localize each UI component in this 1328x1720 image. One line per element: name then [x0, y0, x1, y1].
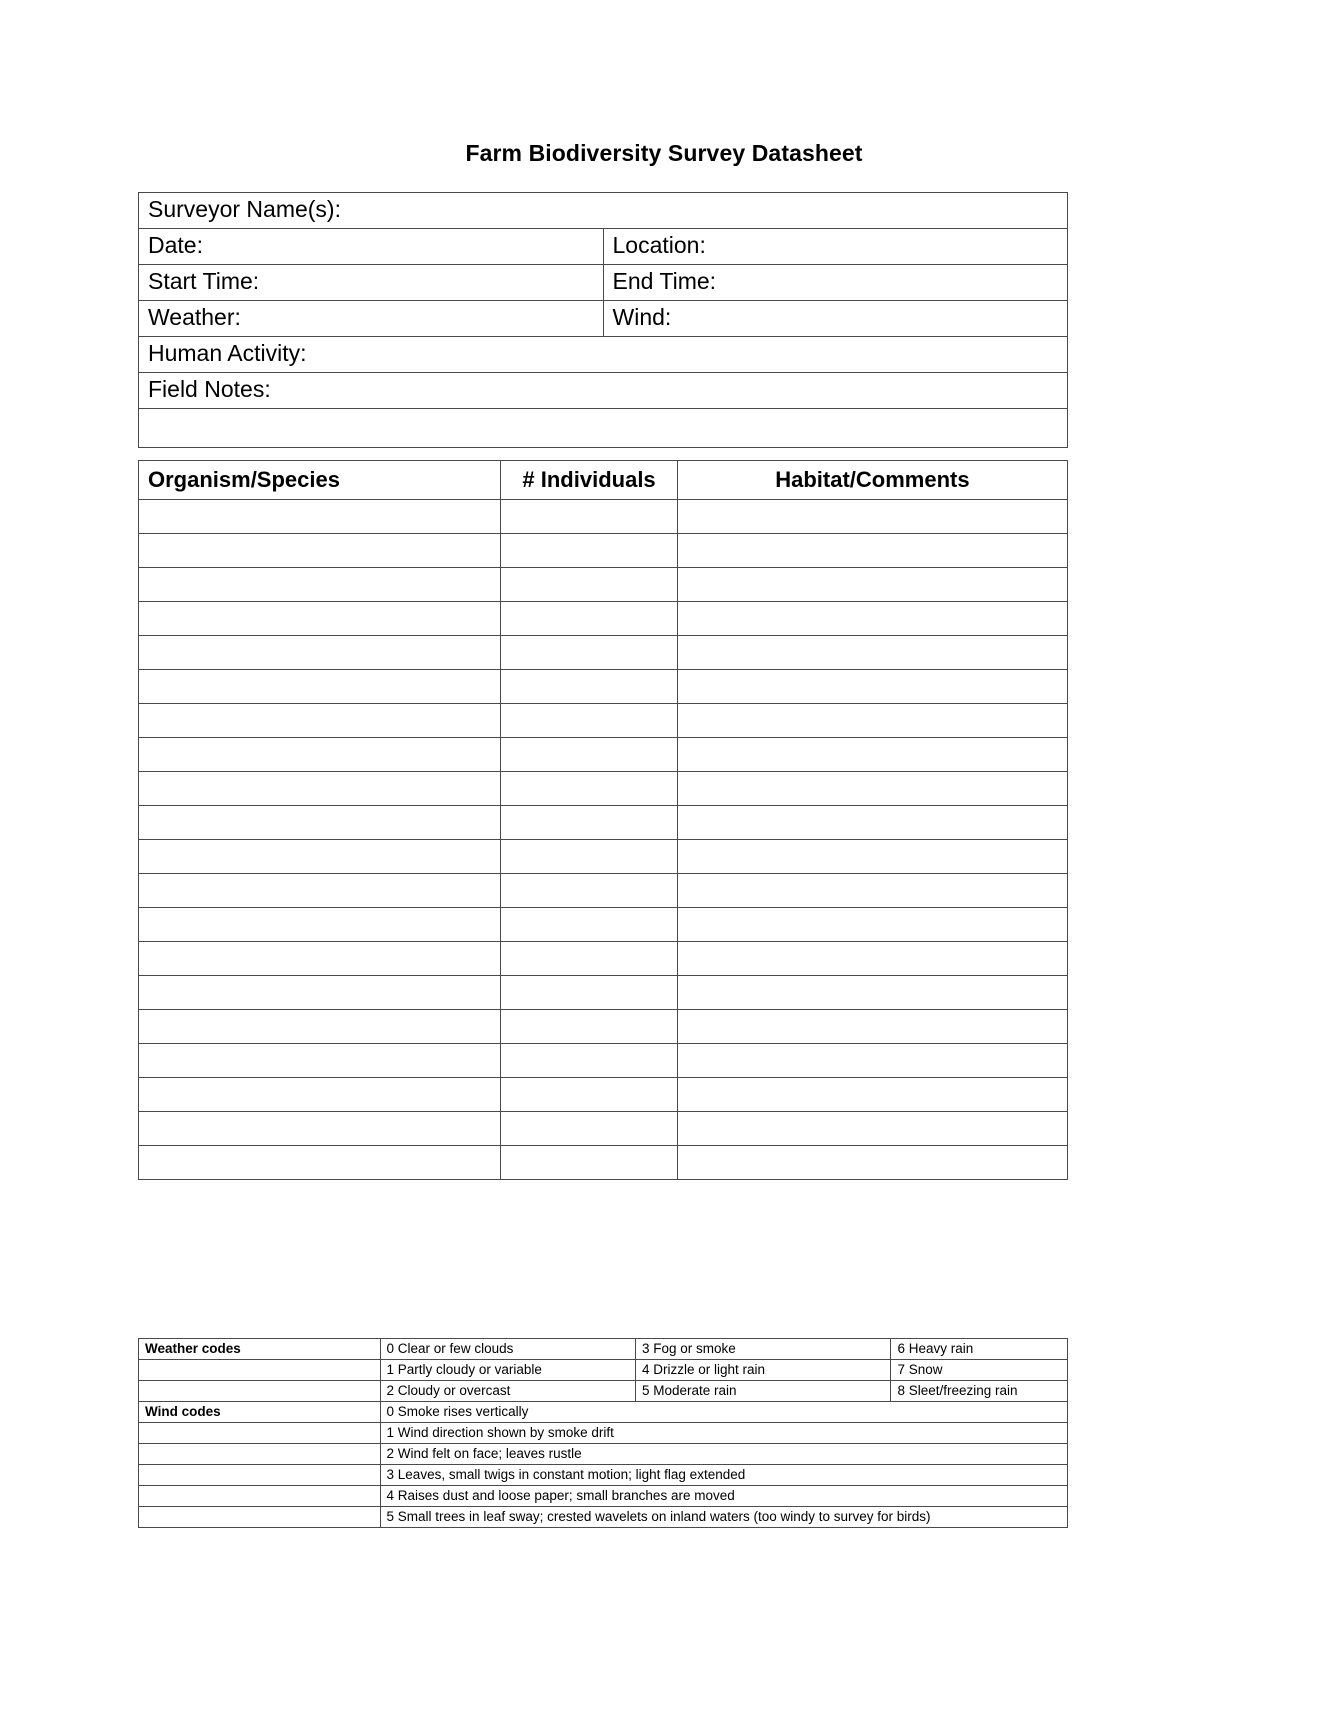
table-row — [139, 772, 1068, 806]
cell-organism[interactable] — [139, 874, 501, 908]
cell-individuals[interactable] — [501, 840, 678, 874]
table-row — [139, 738, 1068, 772]
metadata-row-weather-wind — [139, 301, 1068, 337]
field-end-time[interactable]: End Time: — [603, 265, 1068, 301]
codes-table-body — [139, 1339, 1068, 1528]
wind-code-row — [139, 1507, 1068, 1528]
cell-individuals[interactable] — [501, 1146, 678, 1180]
cell-organism[interactable] — [139, 636, 501, 670]
field-start-time[interactable]: Start Time: — [139, 265, 604, 301]
table-row — [139, 806, 1068, 840]
field-notes[interactable]: Field Notes: — [139, 373, 1068, 409]
cell-organism[interactable] — [139, 806, 501, 840]
weather-code-1: 5 Moderate rain — [636, 1381, 891, 1402]
cell-individuals[interactable] — [501, 636, 678, 670]
cell-individuals[interactable] — [501, 942, 678, 976]
table-row — [139, 636, 1068, 670]
wind-code-row — [139, 1423, 1068, 1444]
wind-code-description: 5 Small trees in leaf sway; crested wavelets on inland waters (too windy to survey for birds) — [380, 1507, 1067, 1528]
cell-organism[interactable] — [139, 738, 501, 772]
cell-individuals[interactable] — [501, 1044, 678, 1078]
cell-individuals[interactable] — [501, 670, 678, 704]
table-row — [139, 1010, 1068, 1044]
table-row — [139, 976, 1068, 1010]
wind-codes-label: Wind codes — [139, 1402, 381, 1423]
cell-habitat[interactable] — [677, 568, 1067, 602]
cell-organism[interactable] — [139, 772, 501, 806]
cell-individuals[interactable] — [501, 602, 678, 636]
metadata-row-surveyor — [139, 193, 1068, 229]
cell-habitat[interactable] — [677, 1010, 1067, 1044]
cell-habitat[interactable] — [677, 1146, 1067, 1180]
cell-individuals[interactable] — [501, 1112, 678, 1146]
page-title: Farm Biodiversity Survey Datasheet — [465, 140, 863, 166]
table-row — [139, 874, 1068, 908]
data-table-header-row — [139, 461, 1068, 500]
cell-organism[interactable] — [139, 942, 501, 976]
table-row — [139, 670, 1068, 704]
wind-code-description: 0 Smoke rises vertically — [380, 1402, 1067, 1423]
weather-code-row — [139, 1381, 1068, 1402]
cell-habitat[interactable] — [677, 908, 1067, 942]
weather-code-row — [139, 1339, 1068, 1360]
cell-habitat[interactable] — [677, 500, 1067, 534]
cell-habitat[interactable] — [677, 942, 1067, 976]
weather-code-2: 7 Snow — [891, 1360, 1068, 1381]
species-observation-table — [138, 460, 1068, 1180]
cell-individuals[interactable] — [501, 806, 678, 840]
cell-individuals[interactable] — [501, 534, 678, 568]
weather-code-1: 3 Fog or smoke — [636, 1339, 891, 1360]
column-header-organism: Organism/Species — [139, 461, 501, 500]
wind-code-row — [139, 1486, 1068, 1507]
cell-individuals[interactable] — [501, 1010, 678, 1044]
cell-individuals[interactable] — [501, 874, 678, 908]
column-header-individuals: # Individuals — [501, 461, 678, 500]
cell-organism[interactable] — [139, 840, 501, 874]
wind-code-description: 2 Wind felt on face; leaves rustle — [380, 1444, 1067, 1465]
weather-code-2: 6 Heavy rain — [891, 1339, 1068, 1360]
table-row — [139, 908, 1068, 942]
cell-habitat[interactable] — [677, 976, 1067, 1010]
cell-habitat[interactable] — [677, 1044, 1067, 1078]
cell-organism[interactable] — [139, 670, 501, 704]
field-notes-writing-area[interactable] — [139, 409, 1068, 448]
wind-codes-label-spacer — [139, 1423, 381, 1444]
weather-code-0: 0 Clear or few clouds — [380, 1339, 635, 1360]
table-row — [139, 1044, 1068, 1078]
cell-habitat[interactable] — [677, 874, 1067, 908]
table-row — [139, 942, 1068, 976]
cell-organism[interactable] — [139, 602, 501, 636]
cell-organism[interactable] — [139, 908, 501, 942]
cell-individuals[interactable] — [501, 568, 678, 602]
cell-habitat[interactable] — [677, 534, 1067, 568]
cell-individuals[interactable] — [501, 500, 678, 534]
cell-individuals[interactable] — [501, 738, 678, 772]
cell-organism[interactable] — [139, 1010, 501, 1044]
metadata-row-field-notes — [139, 373, 1068, 409]
cell-habitat[interactable] — [677, 1078, 1067, 1112]
weather-codes-label-spacer — [139, 1360, 381, 1381]
cell-organism[interactable] — [139, 568, 501, 602]
cell-individuals[interactable] — [501, 1078, 678, 1112]
cell-organism[interactable] — [139, 500, 501, 534]
wind-code-row — [139, 1444, 1068, 1465]
wind-codes-label-spacer — [139, 1486, 381, 1507]
wind-codes-label-spacer — [139, 1465, 381, 1486]
codes-reference-table — [138, 1338, 1068, 1528]
cell-organism[interactable] — [139, 976, 501, 1010]
cell-individuals[interactable] — [501, 976, 678, 1010]
table-row — [139, 1078, 1068, 1112]
table-row — [139, 568, 1068, 602]
metadata-row-field-notes-space — [139, 409, 1068, 448]
field-date[interactable]: Date: — [139, 229, 604, 265]
field-weather[interactable]: Weather: — [139, 301, 604, 337]
survey-metadata-table — [138, 192, 1068, 448]
table-row — [139, 602, 1068, 636]
wind-code-description: 1 Wind direction shown by smoke drift — [380, 1423, 1067, 1444]
data-table-body — [139, 500, 1068, 1180]
wind-code-description: 3 Leaves, small twigs in constant motion; light flag extended — [380, 1465, 1067, 1486]
table-row — [139, 840, 1068, 874]
weather-codes-label-spacer — [139, 1381, 381, 1402]
metadata-row-times — [139, 265, 1068, 301]
cell-organism[interactable] — [139, 534, 501, 568]
cell-organism[interactable] — [139, 1078, 501, 1112]
metadata-row-date-location — [139, 229, 1068, 265]
cell-individuals[interactable] — [501, 772, 678, 806]
cell-organism[interactable] — [139, 1112, 501, 1146]
cell-individuals[interactable] — [501, 908, 678, 942]
weather-code-2: 8 Sleet/freezing rain — [891, 1381, 1068, 1402]
cell-habitat[interactable] — [677, 602, 1067, 636]
field-surveyor-name[interactable]: Surveyor Name(s): — [139, 193, 1068, 229]
weather-code-row — [139, 1360, 1068, 1381]
field-human-activity[interactable]: Human Activity: — [139, 337, 1068, 373]
cell-habitat[interactable] — [677, 772, 1067, 806]
wind-code-description: 4 Raises dust and loose paper; small branches are moved — [380, 1486, 1067, 1507]
metadata-row-human-activity — [139, 337, 1068, 373]
table-row — [139, 704, 1068, 738]
table-row — [139, 500, 1068, 534]
cell-organism[interactable] — [139, 1044, 501, 1078]
cell-habitat[interactable] — [677, 806, 1067, 840]
field-location[interactable]: Location: — [603, 229, 1068, 265]
cell-habitat[interactable] — [677, 636, 1067, 670]
cell-habitat[interactable] — [677, 670, 1067, 704]
cell-habitat[interactable] — [677, 704, 1067, 738]
weather-codes-label: Weather codes — [139, 1339, 381, 1360]
weather-code-1: 4 Drizzle or light rain — [636, 1360, 891, 1381]
table-row — [139, 534, 1068, 568]
cell-organism[interactable] — [139, 704, 501, 738]
wind-code-row — [139, 1465, 1068, 1486]
cell-habitat[interactable] — [677, 738, 1067, 772]
column-header-habitat: Habitat/Comments — [677, 461, 1067, 500]
table-row — [139, 1146, 1068, 1180]
table-row — [139, 1112, 1068, 1146]
wind-code-row — [139, 1402, 1068, 1423]
weather-code-0: 2 Cloudy or overcast — [380, 1381, 635, 1402]
wind-codes-label-spacer — [139, 1444, 381, 1465]
cell-individuals[interactable] — [501, 704, 678, 738]
weather-code-0: 1 Partly cloudy or variable — [380, 1360, 635, 1381]
cell-organism[interactable] — [139, 1146, 501, 1180]
cell-habitat[interactable] — [677, 840, 1067, 874]
cell-habitat[interactable] — [677, 1112, 1067, 1146]
wind-codes-label-spacer — [139, 1507, 381, 1528]
field-wind[interactable]: Wind: — [603, 301, 1068, 337]
